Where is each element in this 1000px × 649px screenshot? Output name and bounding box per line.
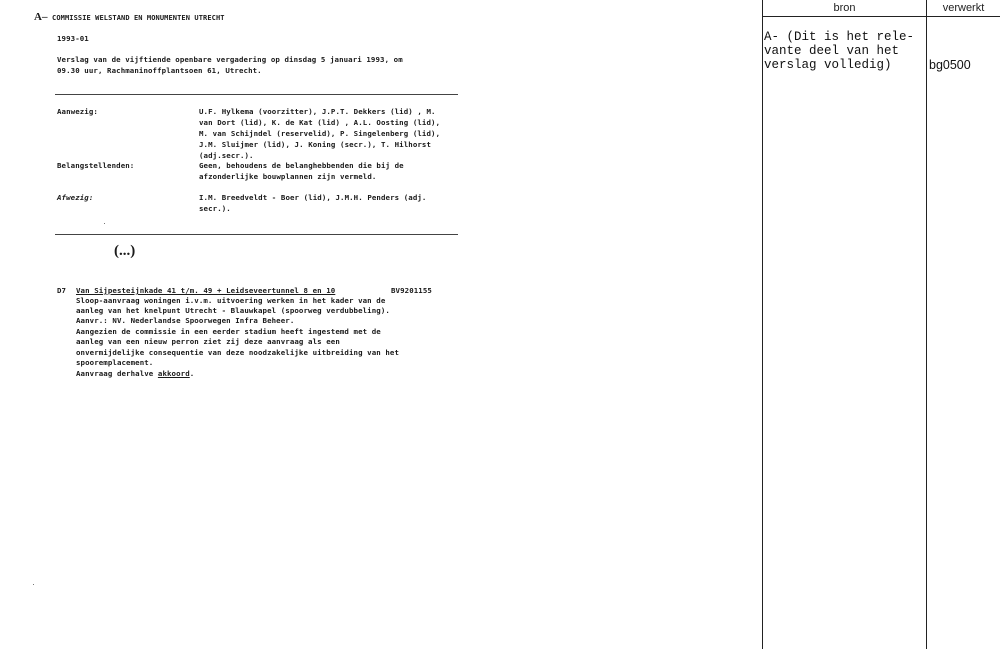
item-line: aanleg van het knelpunt Utrecht - Blauwkapel (spoorweg verdubbeling). [76,306,390,315]
item-conclusion-verdict: akkoord [157,369,190,378]
attendance-label-absent: Afwezig: [57,193,94,202]
item-line: Aanvr.: NV. Nederlandse Spoorwegen Infra Beheer. [76,316,295,325]
scan-speck [33,584,34,585]
attendance-absent-line: I.M. Breedveldt - Boer (lid), J.M.H. Penders (adj. [199,193,427,202]
attendance-present-line: (adj.secr.). [199,151,254,160]
item-line: spooremplacement. [76,358,154,367]
divider-top [55,94,458,95]
section-marker: A– [34,11,48,23]
item-line: onvermijdelijke consequentie van deze noodzakelijke uitbreiding van het [76,348,400,357]
attendance-present-line: U.F. Hylkema (voorzitter), J.P.T. Dekkers (lid) , M. [199,107,436,116]
attendance-interested-line: afzonderlijke bouwplannen zijn vermeld. [199,172,377,181]
attendance-present-line: J.M. Sluijmer (lid), J. Koning (secr.), T. Hilhorst [199,140,432,149]
bron-note-line: vante deel van het [764,44,900,58]
table-header-rule [762,16,1000,17]
item-conclusion-suffix: . [189,369,195,378]
item-line: Sloop-aanvraag woningen i.v.m. uitvoering werken in het kader van de [76,296,386,305]
header-bron: bron [833,2,856,14]
divider-bottom [55,234,458,235]
scan-speck [104,223,105,224]
attendance-present-line: M. van Schijndel (reservelid), P. Singelenberg (lid), [199,129,441,138]
bron-note-line: verslag volledig) [764,58,892,72]
document-number: 1993-01 [57,34,89,43]
attendance-label-present: Aanwezig: [57,107,98,116]
bron-note-line: A- (Dit is het rele- [764,30,915,44]
verwerkt-code: bg0500 [929,58,971,72]
item-line: Aangezien de commissie in een eerder stadium heeft ingestemd met de [76,327,381,336]
item-conclusion [76,369,194,380]
table-border-middle [926,0,927,649]
header-verwerkt: verwerkt [942,2,985,14]
document-heading: COMMISSIE WELSTAND EN MONUMENTEN UTRECHT [52,14,225,22]
intro-line-1: Verslag van de vijftiende openbare vergadering op dinsdag 5 januari 1993, om [57,55,403,64]
item-title: Van Sijpesteijnkade 41 t/m. 49 + Leidseveertunnel 8 en 10 [76,286,336,295]
table-border-left [762,0,763,649]
attendance-interested-line: Geen, behoudens de belanghebbenden die bij de [199,161,404,170]
intro-line-2: 09.30 uur, Rachmaninoffplantsoen 61, Utrecht. [57,66,262,75]
item-reference: BV9201155 [391,286,432,295]
omission-ellipsis: (...) [114,243,136,259]
item-code: D7 [57,286,67,295]
item-line: aanleg van een nieuw perron ziet zij deze aanvraag als een [76,337,340,346]
attendance-present-line: van Dort (lid), K. de Kat (lid) , A.L. Oosting (lid), [199,118,441,127]
item-conclusion-prefix: Aanvraag derhalve [76,369,158,378]
attendance-label-interested: Belangstellenden: [57,161,135,170]
attendance-absent-line: secr.). [199,204,231,213]
